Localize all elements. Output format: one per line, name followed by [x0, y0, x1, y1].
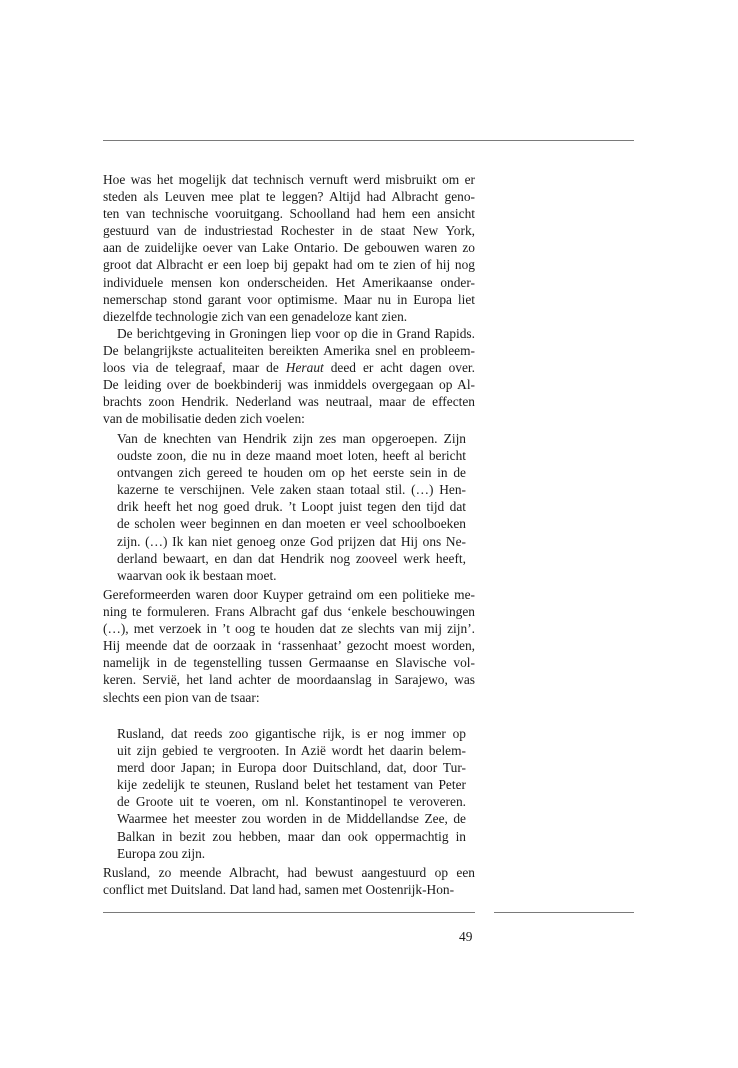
- text-line: Rusland, zo meende Albracht, had bewust aangestuurd op een: [103, 865, 475, 880]
- text-line: drik heeft het nog goed druk. ’t Loopt juist tegen den tijd dat: [117, 499, 466, 515]
- text-line: (…), met verzoek in ’t oog te houden dat ze slechts van mij zijn’.: [103, 621, 475, 637]
- text-line: De leiding over de boekbinderij was inmiddels overgegaan op Al-: [103, 377, 475, 393]
- text-line: zijn. (…) Ik kan niet genoeg onze God prijzen dat Hij ons Ne-: [117, 533, 466, 549]
- text-line: Waarmee het meester zou worden in de Middellandse Zee, de: [117, 811, 466, 827]
- paragraph-leuven: [103, 171, 475, 427]
- text-line: ten van technische vooruitgang. Schoolland had hem een ansicht: [103, 206, 475, 222]
- text-line: waarvan ook ik bestaan moet.: [117, 567, 277, 583]
- text-line: nemerschap stond garant voor optimisme. Maar nu in Europa liet: [103, 291, 475, 307]
- text-line: namelijk in de tegenstelling tussen Germaanse en Slavische vol-: [103, 655, 475, 671]
- text-line: loos via de telegraaf, maar de Heraut deed er acht dagen over.: [103, 360, 475, 376]
- bottom-rule-margin: [494, 912, 634, 913]
- text-line: steden als Leuven mee plat te leggen? Altijd had Albracht geno-: [103, 189, 475, 205]
- text-line: uit zijn gebied te vergrooten. In Azië wordt het daarin belem-: [117, 743, 466, 759]
- text-line: Rusland, dat reeds zoo gigantische rijk, is er nog immer op: [117, 726, 466, 741]
- text-line: diezelfde technologie zich van een genadeloze kant zien.: [103, 308, 408, 324]
- text-line: keren. Servië, het land achter de moordaanslag in Sarajewo, was: [103, 672, 475, 688]
- text-line: De belangrijkste actualiteiten bereikten Amerika snel en probleem-: [103, 342, 475, 358]
- text-line: de Groote uit te voeren, om nl. Konstantinopel te veroveren.: [117, 794, 466, 810]
- text-line: ning te formuleren. Frans Albracht gaf dus ‘enkele beschouwingen: [103, 604, 475, 620]
- text-line: kazerne te verschijnen. Vele zaken staan totaal stil. (…) Hen-: [117, 482, 466, 498]
- text-line: Van de knechten van Hendrik zijn zes man opgeroepen. Zijn: [117, 431, 466, 446]
- text-line: brachts zoon Hendrik. Nederland was neutraal, maar de effecten: [103, 394, 475, 410]
- text-line: slechts een pion van de tsaar:: [103, 689, 260, 705]
- text-line: groot dat Albracht er een loep bij gepakt had om te zien of hij nog: [103, 257, 475, 273]
- text-line: merd door Japan; in Europa door Duitschland, dat, door Tur-: [117, 760, 466, 776]
- text-line: Balkan in bezit zou hebben, maar dan ook oppermachtig in: [117, 828, 466, 844]
- quote-mobilisatie: [117, 430, 466, 584]
- text-line: aan de zuidelijke oever van Lake Ontario. De gebouwen waren zo: [103, 240, 475, 256]
- quote-rusland: [117, 725, 466, 862]
- text-line: gestuurd van de industriestad Rochester in de staat New York,: [103, 223, 475, 239]
- text-line: kije zedelijk te steunen, Rusland belet het testament van Peter: [117, 777, 466, 793]
- text-line: de scholen weer beginnen en dan moeten er veel schoolboeken: [117, 516, 466, 532]
- text-line: van de mobilisatie deden zich voelen:: [103, 411, 305, 427]
- text-line: Europa zou zijn.: [117, 845, 206, 861]
- text-line: De berichtgeving in Groningen liep voor op die in Grand Rapids.: [117, 325, 475, 341]
- text-line: Hij meende dat de oorzaak in ‘rassenhaat’ gezocht moest worden,: [103, 638, 475, 654]
- text-line: Hoe was het mogelijk dat technisch vernuft werd misbruikt om er: [103, 172, 475, 187]
- text-line: derland bewaart, en dan dat Hendrik nog zooveel werk heeft,: [117, 550, 466, 566]
- top-rule: [103, 140, 634, 141]
- paragraph-kuyper: [103, 586, 475, 706]
- paragraph-conflict: [103, 864, 475, 898]
- bottom-rule-main: [103, 912, 475, 913]
- text-line: oudste zoon, die nu in deze maand moet loten, heeft al bericht: [117, 448, 466, 464]
- text-line: Gereformeerden waren door Kuyper getraind om een politieke me-: [103, 587, 475, 602]
- text-line: ontvangen zich gereed te houden om op het eerste sein in de: [117, 465, 466, 481]
- text-line: conflict met Duitsland. Dat land had, samen met Oostenrijk-Hon-: [103, 882, 455, 898]
- page-number: 49: [459, 929, 473, 944]
- text-line: individuele mensen kon onderscheiden. Het Amerikaanse onder-: [103, 274, 475, 290]
